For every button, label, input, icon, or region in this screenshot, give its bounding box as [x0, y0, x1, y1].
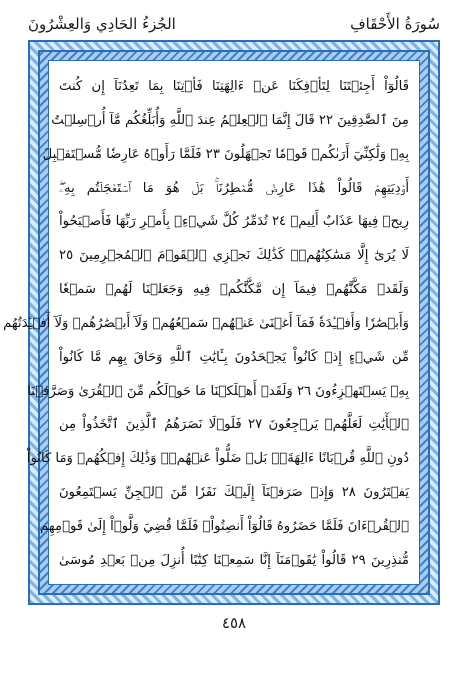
- text-line: يَفۡتَرُونَ ٢٨ وَإِذۡ صَرَفۡنَآ إِلَيۡكَ نَفَرٗا مِّنَ ٱلۡجِنِّ يَسۡتَمِعُونَ: [59, 485, 409, 501]
- text-line: مِنَ ٱلصَّٰدِقِينَ ٢٢ قَالَ إِنَّمَا ٱلۡعِلۡمُ عِندَ ٱللَّهِ وَأُبَلِّغُكُم مَّآ أُرۡسِلۡتُ: [51, 112, 409, 128]
- text-line: ٱلۡأٓيَٰتِ لَعَلَّهُمۡ يَرۡجِعُونَ ٢٧ فَلَوۡلَا نَصَرَهُمُ ٱلَّذِينَ ٱتَّخَذُواْ مِن: [59, 417, 409, 433]
- text-line: مِّن شَيۡءٍ إِذۡ كَانُواْ يَجۡحَدُونَ بِـَٔايَٰتِ ٱللَّهِ وَحَاقَ بِهِم مَّا كَانُواْ: [59, 349, 409, 365]
- juz-label: الجُزءُ الحَادِي وَالعِشْرُونَ: [28, 15, 176, 33]
- ornamental-frame: [3, 40, 440, 605]
- text-line: أَوۡدِيَتِهِمۡ قَالُواْ هَٰذَا عَارِضٞ مُّمۡطِرُنَاۚ بَلۡ هُوَ مَا ٱسۡتَعۡجَلۡتُم بِهِۦۖ: [59, 180, 409, 196]
- text-line: بِهِۦ يَسۡتَهۡزِءُونَ ٢٦ وَلَقَدۡ أَهۡلَكۡنَا مَا حَوۡلَكُم مِّنَ ٱلۡقُرَىٰ وَصَرَّفۡنَا: [27, 383, 409, 399]
- text-line: لَا يُرَىٰٓ إِلَّا مَسَٰكِنُهُمۡۚ كَذَٰلِكَ نَجۡزِي ٱلۡقَوۡمَ ٱلۡمُجۡرِمِينَ ٢٥: [59, 248, 409, 264]
- text-line: وَلَقَدۡ مَكَّنَّٰهُمۡ فِيمَآ إِن مَّكَّنَّٰكُمۡ فِيهِ وَجَعَلۡنَا لَهُمۡ سَمۡعٗا: [59, 282, 409, 298]
- text-line: مُّنذِرِينَ ٢٩ قَالُواْ يَٰقَوۡمَنَآ إِنَّا سَمِعۡنَا كِتَٰبًا أُنزِلَ مِنۢ بَعۡدِ مُوسَىٰ: [59, 552, 409, 568]
- text-line: وَأَبۡصَٰرٗا وَأَفۡـِٔدَةٗ فَمَآ أَغۡنَىٰ عَنۡهُمۡ سَمۡعُهُمۡ وَلَآ أَبۡصَٰرُهُمۡ وَلَآ أَفۡـِٔدَتُهُم: [3, 315, 409, 331]
- page-header: [28, 10, 440, 38]
- text-line: دُونِ ٱللَّهِ قُرۡبَانًا ءَالِهَةَۢۖ بَلۡ ضَلُّواْ عَنۡهُمۡۚ وَذَٰلِكَ إِفۡكُهُمۡ وَمَا كَانُواْ: [26, 451, 409, 467]
- text-line: ٱلۡقُرۡءَانَ فَلَمَّا حَضَرُوهُ قَالُوٓاْ أَنصِتُواْۖ فَلَمَّا قُضِيَ وَلَّوۡاْ إِلَىٰ قَوۡمِهِم: [40, 518, 409, 534]
- page-number: ٤٥٨: [221, 614, 247, 632]
- surah-name: سُورَةُ الأَحْقَافِ: [350, 15, 440, 33]
- text-line: بِهِۦ وَلَٰكِنِّيٓ أَرَىٰكُمۡ قَوۡمٗا تَجۡهَلُونَ ٢٣ فَلَمَّا رَأَوۡهُ عَارِضٗا مُّسۡتَقۡبِلَ: [42, 146, 409, 162]
- text-panel: [3, 60, 420, 585]
- text-line: رِيحٞ فِيهَا عَذَابٌ أَلِيمٞ ٢٤ تُدَمِّرُ كُلَّ شَيۡءِۭ بِأَمۡرِ رَبِّهَا فَأَصۡبَحُواْ: [59, 214, 409, 230]
- text-line: قَالُوٓاْ أَجِئۡتَنَا لِتَأۡفِكَنَا عَنۡ ءَالِهَتِنَا فَأۡتِنَا بِمَا تَعِدُنَآ إِن كُنتَ: [59, 79, 409, 94]
- verse-lines: [3, 71, 409, 576]
